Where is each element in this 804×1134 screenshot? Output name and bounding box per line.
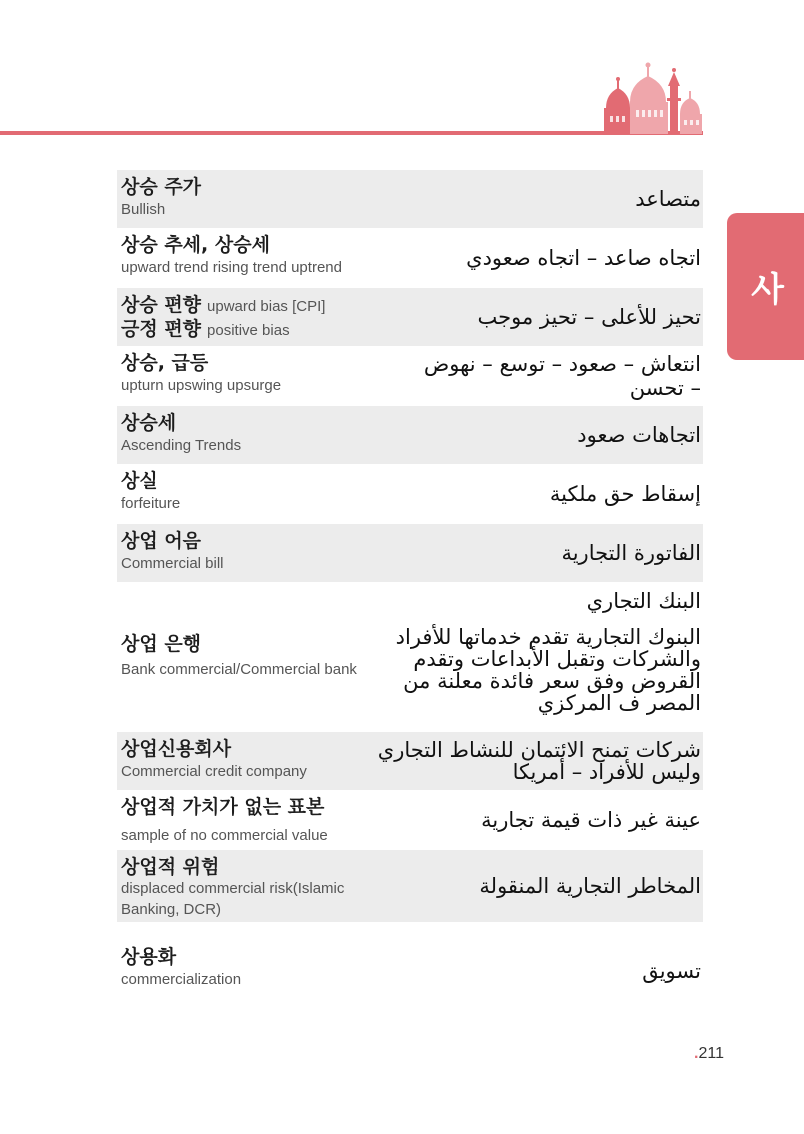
korean-term: 상업 어음: [121, 530, 202, 552]
table-row: [117, 922, 703, 1002]
english-term: Ascending Trends: [121, 437, 242, 454]
korean-term: 상승 편향: [121, 294, 202, 316]
arabic-term: [372, 732, 703, 790]
english-term: positive bias: [207, 322, 290, 339]
mosque-icon: [598, 58, 704, 134]
table-row: [117, 524, 703, 582]
arabic-line: اتجاهات صعود: [577, 423, 701, 447]
arabic-line: المصر ف المركزي: [537, 691, 701, 715]
arabic-line: – تحسن: [629, 376, 701, 400]
arabic-line: متصاعد: [635, 187, 701, 211]
table-row: [117, 170, 703, 228]
arabic-line: وليس للأفراد – أمريكا: [512, 760, 701, 784]
table-row: [117, 406, 703, 464]
korean-term: 상용화: [121, 946, 177, 968]
korean-term: 상업 은행: [121, 632, 202, 655]
english-term: forfeiture: [121, 495, 181, 512]
arabic-term: [372, 524, 703, 582]
korean-term: 상업적 위험: [121, 856, 220, 878]
arabic-line: اتجاه صاعد – اتجاه صعودي: [466, 246, 701, 270]
arabic-term: [372, 582, 703, 732]
arabic-term: [372, 464, 703, 524]
korean-term: 상업적 가치가 없는 표본: [121, 796, 325, 818]
english-term: commercialization: [121, 971, 242, 988]
arabic-line: شركات تمنح الائتمان للنشاط التجاري: [377, 738, 701, 762]
table-row: [117, 346, 703, 406]
english-term: Commercial bill: [121, 555, 224, 572]
arabic-line: إسقاط حق ملكية: [549, 482, 701, 506]
table-row: [117, 288, 703, 346]
arabic-term: [372, 170, 703, 228]
korean-term: 상승 주가: [121, 176, 202, 198]
arabic-line: البنك التجاري: [586, 589, 701, 613]
korean-term: 상승 추세, 상승세: [121, 234, 270, 256]
arabic-line: عينة غير ذات قيمة تجارية: [481, 808, 701, 832]
table-row: [117, 850, 703, 922]
page-number-value: 211: [698, 1045, 724, 1062]
arabic-line: والشركات وتقبل الأبداعات وتقدم: [413, 647, 701, 671]
arabic-term: [372, 790, 703, 850]
arabic-line: القروض وفق سعر فائدة معلنة من: [403, 669, 701, 693]
korean-term: 상실: [121, 470, 158, 492]
section-tab: 사: [727, 213, 804, 360]
arabic-line: تسويق: [642, 959, 701, 983]
arabic-term: [372, 288, 703, 346]
english-term: sample of no commercial value: [121, 827, 328, 844]
english-term: upward trend rising trend uptrend: [121, 259, 342, 276]
page-number-dot: .: [694, 1045, 699, 1062]
arabic-term: [372, 228, 703, 288]
page-number: [694, 1045, 724, 1063]
term-line: [121, 294, 372, 318]
english-term: displaced commercial risk(Islamic Banking, DCR): [121, 880, 345, 918]
arabic-line: انتعاش – صعود – توسع – نهوض: [423, 352, 701, 376]
english-term: Commercial credit company: [121, 763, 307, 780]
english-term: Bullish: [121, 201, 166, 218]
arabic-line: البنوك التجارية تقدم خدماتها للأفراد: [395, 625, 701, 649]
english-term: upward bias [CPI]: [207, 298, 326, 315]
arabic-term: [372, 850, 703, 922]
glossary-table: [117, 170, 703, 1002]
korean-term: 상승, 급등: [121, 352, 209, 374]
arabic-line: تحيز للأعلى – تحيز موجب: [477, 305, 701, 329]
table-row: [117, 790, 703, 850]
arabic-term: [372, 346, 703, 406]
arabic-line: الفاتورة التجارية: [561, 541, 701, 565]
arabic-term: [372, 940, 703, 1002]
korean-term: 긍정 편향: [121, 318, 202, 340]
english-term: upturn upswing upsurge: [121, 377, 282, 394]
table-row: [117, 464, 703, 524]
arabic-line: المخاطر التجارية المنقولة: [479, 874, 701, 898]
korean-term: 상업신용회사: [121, 738, 232, 760]
table-row: [117, 582, 703, 732]
table-row: [117, 228, 703, 288]
term-line: [121, 318, 372, 342]
korean-term: 상승세: [121, 412, 177, 434]
english-term: Bank commercial/Commercial bank: [121, 660, 357, 678]
table-row: [117, 732, 703, 790]
arabic-term: [372, 406, 703, 464]
